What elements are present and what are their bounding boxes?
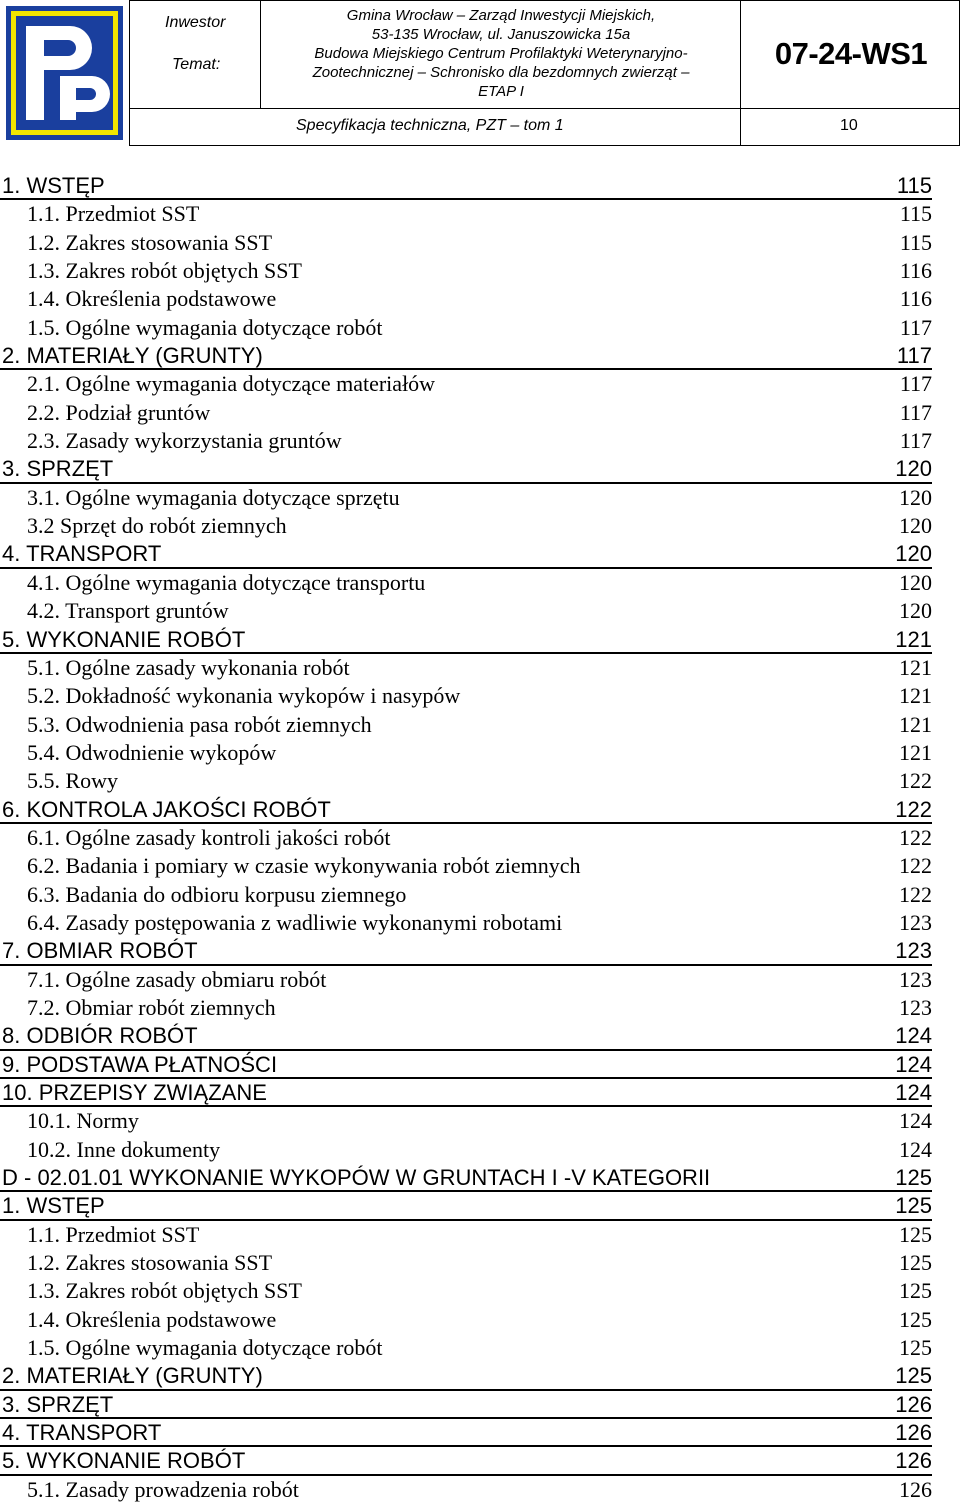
spec-title: Specyfikacja techniczna, PZT – tom 1 <box>296 117 564 134</box>
topic-label: Temat: <box>172 56 221 73</box>
toc-entry-row <box>0 370 960 398</box>
toc-entry-page: 117 <box>899 399 932 425</box>
investor-line-2: 53-135 Wrocław, ul. Januszowicka 15a <box>371 26 631 43</box>
toc-entry-row <box>0 399 960 427</box>
toc-entry-row <box>0 881 960 909</box>
toc-entry-row <box>0 314 960 342</box>
toc-entry-title: 1.3. Zakres robót objętych SST <box>27 1278 302 1304</box>
toc-entry-title: 10. PRZEPISY ZWIĄZANE <box>2 1080 267 1105</box>
toc-entry-title: 2.3. Zasady wykorzystania gruntów <box>27 428 342 454</box>
toc-entry-title: 1. WSTĘP <box>2 173 105 198</box>
toc-entry-page: 120 <box>899 484 932 510</box>
toc-entry-title: 5. WYKONANIE ROBÓT <box>2 626 246 652</box>
toc-entry-row <box>0 229 960 257</box>
toc-entry-title: 8. ODBIÓR ROBÓT <box>2 1023 198 1049</box>
toc-entry-title: 5.4. Odwodnienie wykopów <box>27 739 277 765</box>
toc-heading-row <box>0 1192 932 1220</box>
toc-entry-title: 5.2. Dokładność wykonania wykopów i nasypów <box>27 683 461 709</box>
toc-heading-row <box>0 1079 932 1107</box>
page-number: 10 <box>840 117 858 134</box>
toc-entry-title: 6.2. Badania i pomiary w czasie wykonywania robót ziemnych <box>27 853 581 879</box>
toc-entry-page: 121 <box>899 683 932 709</box>
toc-entry-page: 124 <box>899 1136 932 1162</box>
toc-entry-row <box>0 739 960 767</box>
toc-entry-title: 3.2 Sprzęt do robót ziemnych <box>27 513 287 539</box>
toc-entry-title: 4. TRANSPORT <box>2 1420 162 1446</box>
toc-entry-row <box>0 824 960 852</box>
toc-heading-row <box>0 1022 932 1050</box>
toc-entry-row <box>0 909 960 937</box>
toc-entry-page: 121 <box>895 626 932 652</box>
toc-entry-title: 2.1. Ogólne wymagania dotyczące materiałów <box>27 371 436 397</box>
toc-entry-page: 120 <box>899 598 932 624</box>
toc-entry-page: 125 <box>899 1278 932 1304</box>
toc-entry-title: 6.3. Badania do odbioru korpusu ziemnego <box>27 881 407 907</box>
investor-label: Inwestor <box>165 14 226 31</box>
toc-entry-title: 1.4. Określenia podstawowe <box>27 286 277 312</box>
toc-entry-title: 1.5. Ogólne wymagania dotyczące robót <box>27 1335 383 1361</box>
toc-entry-title: 1.2. Zakres stosowania SST <box>27 1250 273 1276</box>
toc-entry-title: 4.1. Ogólne wymagania dotyczące transportu <box>27 569 426 595</box>
toc-heading-row <box>0 1362 932 1390</box>
toc-entry-page: 122 <box>895 796 932 822</box>
toc-entry-title: 7.1. Ogólne zasady obmiaru robót <box>27 966 327 992</box>
toc-entry-page: 125 <box>895 1165 932 1191</box>
toc-entry-page: 124 <box>895 1023 932 1049</box>
toc-entry-page: 122 <box>899 768 932 794</box>
toc-entry-page: 125 <box>899 1335 932 1361</box>
table-of-contents <box>0 172 960 1504</box>
toc-heading-row <box>0 172 932 200</box>
toc-entry-title: 3. SPRZĘT <box>2 1391 114 1417</box>
toc-heading-row <box>0 1391 932 1419</box>
toc-heading-row <box>0 455 932 483</box>
toc-entry-row <box>0 1221 960 1249</box>
toc-entry-title: 9. PODSTAWA PŁATNOŚCI <box>2 1051 278 1077</box>
toc-entry-title: 1.5. Ogólne wymagania dotyczące robót <box>27 314 383 340</box>
toc-entry-title: 3.1. Ogólne wymagania dotyczące sprzętu <box>27 484 400 510</box>
toc-entry-page: 120 <box>899 513 932 539</box>
toc-entry-page: 117 <box>899 314 932 340</box>
investor-info <box>262 6 740 101</box>
toc-heading-row <box>0 540 932 568</box>
toc-entry-row <box>0 512 960 540</box>
topic-line-2: Zootechnicznej – Schronisko dla bezdomnych zwierząt – <box>312 64 690 81</box>
toc-entry-page: 125 <box>895 1193 932 1219</box>
toc-entry-row <box>0 1277 960 1305</box>
toc-entry-page: 116 <box>899 258 932 284</box>
toc-heading-row <box>0 626 932 654</box>
toc-entry-title: 1.4. Określenia podstawowe <box>27 1306 277 1332</box>
toc-entry-title: 5.3. Odwodnienia pasa robót ziemnych <box>27 711 372 737</box>
toc-entry-title: 2.2. Podział gruntów <box>27 399 211 425</box>
toc-entry-page: 121 <box>899 654 932 680</box>
toc-entry-row <box>0 1334 960 1362</box>
toc-heading-row <box>0 796 932 824</box>
toc-entry-page: 115 <box>899 201 932 227</box>
company-logo <box>0 0 130 146</box>
toc-entry-row <box>0 767 960 795</box>
toc-entry-row <box>0 484 960 512</box>
toc-entry-page: 121 <box>899 711 932 737</box>
toc-entry-row <box>0 682 960 710</box>
toc-heading-row <box>0 937 932 965</box>
toc-entry-page: 123 <box>899 909 932 935</box>
toc-entry-title: 5. WYKONANIE ROBÓT <box>2 1448 246 1474</box>
logo-graphic <box>0 0 129 146</box>
toc-entry-row <box>0 569 960 597</box>
toc-entry-page: 125 <box>899 1221 932 1247</box>
toc-entry-row <box>0 1249 960 1277</box>
toc-entry-row <box>0 1306 960 1334</box>
toc-entry-title: 6.1. Ogólne zasady kontroli jakości robót <box>27 824 391 850</box>
toc-entry-page: 116 <box>899 286 932 312</box>
document-code: 07-24-WS1 <box>774 36 928 71</box>
topic-line-1: Budowa Miejskiego Centrum Profilaktyki Weterynaryjno- <box>314 45 688 62</box>
toc-entry-title: 10.1. Normy <box>27 1108 139 1134</box>
toc-entry-page: 126 <box>895 1448 932 1474</box>
toc-entry-page: 126 <box>895 1420 932 1446</box>
toc-entry-page: 123 <box>895 938 932 964</box>
toc-entry-row <box>0 200 960 228</box>
topic-line-3: ETAP I <box>478 83 524 100</box>
toc-entry-page: 122 <box>899 824 932 850</box>
toc-entry-title: 7.2. Obmiar robót ziemnych <box>27 994 276 1020</box>
toc-entry-row <box>0 966 960 994</box>
toc-entry-page: 124 <box>899 1108 932 1134</box>
toc-entry-page: 126 <box>895 1391 932 1417</box>
toc-entry-title: 3. SPRZĘT <box>2 456 114 482</box>
toc-entry-row <box>0 994 960 1022</box>
toc-entry-page: 121 <box>899 739 932 765</box>
toc-entry-page: 125 <box>899 1306 932 1332</box>
toc-entry-title: 5.1. Zasady prowadzenia robót <box>27 1476 299 1502</box>
toc-entry-row <box>0 711 960 739</box>
toc-entry-page: 124 <box>895 1080 932 1105</box>
toc-entry-page: 122 <box>899 881 932 907</box>
document-header <box>0 0 960 146</box>
toc-heading-row <box>0 1447 932 1475</box>
toc-entry-title: 2. MATERIAŁY (GRUNTY) <box>2 343 263 369</box>
toc-entry-row <box>0 427 960 455</box>
toc-entry-page: 125 <box>895 1363 932 1389</box>
toc-entry-row <box>0 597 960 625</box>
toc-entry-page: 117 <box>899 371 932 397</box>
toc-entry-page: 122 <box>899 853 932 879</box>
toc-entry-page: 117 <box>899 428 932 454</box>
toc-entry-row <box>0 654 960 682</box>
toc-entry-title: 10.2. Inne dokumenty <box>27 1136 221 1162</box>
toc-entry-page: 123 <box>899 966 932 992</box>
toc-entry-page: 123 <box>899 994 932 1020</box>
toc-entry-title: 1.3. Zakres robót objętych SST <box>27 258 302 284</box>
toc-entry-row <box>0 852 960 880</box>
toc-heading-row <box>0 1164 932 1192</box>
toc-entry-title: D - 02.01.01 WYKONANIE WYKOPÓW W GRUNTACH I -V KATEGORII <box>2 1165 711 1191</box>
toc-entry-title: 1.2. Zakres stosowania SST <box>27 229 273 255</box>
toc-entry-title: 1. WSTĘP <box>2 1193 105 1219</box>
toc-entry-title: 5.1. Ogólne zasady wykonania robót <box>27 654 350 680</box>
toc-entry-title: 2. MATERIAŁY (GRUNTY) <box>2 1363 263 1389</box>
toc-entry-page: 115 <box>896 173 932 198</box>
toc-entry-page: 120 <box>895 456 932 482</box>
toc-entry-title: 6.4. Zasady postępowania z wadliwie wykonanymi robotami <box>27 909 563 935</box>
toc-entry-title: 6. KONTROLA JAKOŚCI ROBÓT <box>2 796 331 822</box>
toc-entry-page: 117 <box>896 343 932 369</box>
toc-entry-title: 1.1. Przedmiot SST <box>27 201 200 227</box>
toc-entry-page: 120 <box>895 541 932 567</box>
toc-heading-row <box>0 1419 932 1447</box>
investor-line-1: Gmina Wrocław – Zarząd Inwestycji Miejskich, <box>346 7 656 24</box>
toc-entry-row <box>0 1136 960 1164</box>
toc-entry-title: 1.1. Przedmiot SST <box>27 1221 200 1247</box>
toc-entry-row <box>0 257 960 285</box>
toc-entry-page: 126 <box>899 1476 932 1502</box>
toc-heading-row <box>0 1051 932 1079</box>
toc-entry-title: 7. OBMIAR ROBÓT <box>2 938 198 964</box>
toc-entry-page: 120 <box>899 569 932 595</box>
toc-entry-page: 124 <box>895 1051 932 1077</box>
toc-entry-row <box>0 285 960 313</box>
toc-entry-row <box>0 1476 960 1504</box>
toc-entry-page: 115 <box>899 229 932 255</box>
toc-entry-title: 4. TRANSPORT <box>2 541 162 567</box>
toc-entry-title: 5.5. Rowy <box>27 768 119 794</box>
toc-entry-page: 125 <box>899 1250 932 1276</box>
toc-entry-row <box>0 1107 960 1135</box>
toc-heading-row <box>0 342 932 370</box>
toc-entry-title: 4.2. Transport gruntów <box>27 598 229 624</box>
